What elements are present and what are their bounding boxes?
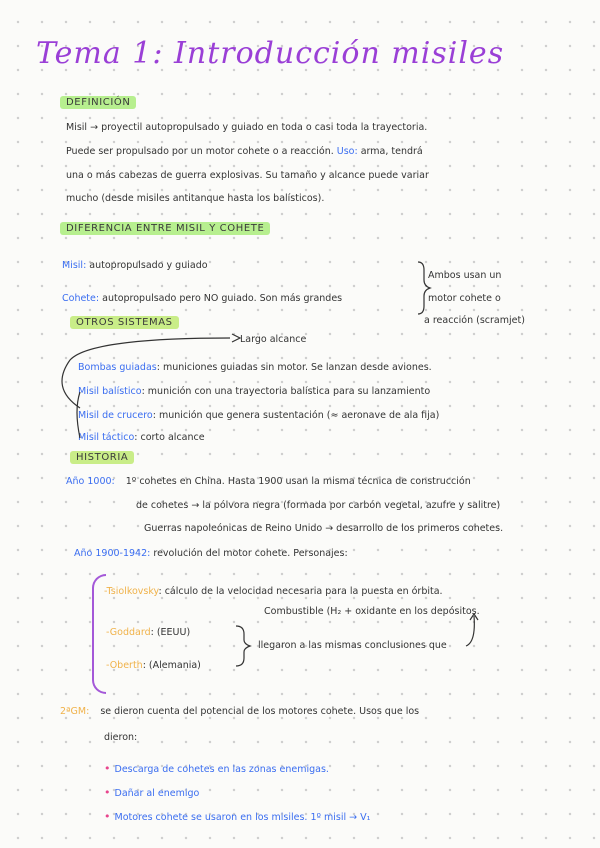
crucero-text: : munición que genera sustentación (≈ aeronave de ala fija)	[152, 410, 440, 421]
definicion-uso-label: Uso:	[336, 146, 358, 157]
segm-bullet-3-text: Motores cohete se usaron en los misiles. 1º misil → V₁	[114, 812, 371, 823]
combustible-note: Combustible (H₂ + oxidante en los depósitos.	[264, 606, 480, 617]
conclusiones-arrow-icon	[466, 616, 474, 646]
definicion-line-1: Misil → proyectil autopropulsado y guiado en toda o casi toda la trayectoria.	[66, 122, 428, 133]
ambos-line-1: Ambos usan un	[428, 270, 502, 281]
ambos-brace-icon	[418, 262, 430, 314]
llegaron-note: llegaron a las mismas conclusiones que	[258, 640, 447, 651]
definicion-heading: DEFINICIÓN	[60, 96, 136, 109]
otros-heading: OTROS SISTEMAS	[70, 316, 179, 329]
crucero-label: Misil de crucero	[78, 410, 153, 421]
goddard-label: -Goddard	[106, 627, 151, 638]
oberth-label: -Oberth	[106, 660, 143, 671]
page-title: Tema 1: Introducción misiles	[36, 36, 505, 71]
ano1000-line-2: de cohetes → la pólvora negra (formada por carbón vegetal, azufre y salitre)	[136, 500, 501, 511]
balistico-label: Misil balístico	[78, 386, 142, 397]
goddard-text: : (EEUU)	[150, 627, 191, 638]
tsiolkovsky-label: -Tsiolkovsky	[104, 586, 159, 597]
misil-label: Misil:	[62, 260, 87, 271]
definicion-line-3: una o más cabezas de guerra explosivas. Su tamaño y alcance puede variar	[66, 170, 429, 181]
tactico-text: : corto alcance	[134, 432, 205, 443]
ano1000-text-1: cohetes en China. Hasta 1900 usan la misma técnica de construcción	[139, 476, 471, 487]
segm-label: 2ªGM:	[60, 706, 90, 717]
largo-alcance-label: Largo alcance	[240, 334, 307, 345]
balistico-text: : munición con una trayectoria balística para su lanzamiento	[141, 386, 431, 397]
diferencia-heading: DIFERENCIA ENTRE MISIL Y COHETE	[60, 222, 270, 235]
sistemas-bracket-icon	[77, 392, 80, 438]
definicion-line-4: mucho (desde misiles antitanque hasta los balísticos).	[66, 193, 325, 204]
cohete-text: autopropulsado pero NO guiado. Son más grandes	[102, 293, 343, 304]
segm-bullet-2-text: Dañar al enemigo	[114, 788, 200, 799]
largo-alcance-arrow-icon	[62, 338, 230, 408]
ambos-line-3: a reacción (scramjet)	[424, 315, 525, 326]
ambos-line-2: motor cohete o	[428, 293, 501, 304]
segm-text-1: se dieron cuenta del potencial de los motores cohete. Usos que los	[100, 706, 420, 717]
bombas-text: : municiones guiadas sin motor. Se lanzan desde aviones.	[156, 362, 432, 373]
ano1000-line-3: Guerras napoleónicas de Reino Unido → desarrollo de los primeros cohetes.	[144, 523, 504, 534]
definicion-line-2c: arma, tendrá	[360, 146, 423, 157]
misil-text: autopropulsado y guiado	[89, 260, 208, 271]
goddard-oberth-brace-icon	[236, 626, 250, 666]
ano1000-label: Año 1000:	[66, 476, 115, 487]
definicion-line-2a: Puede ser propulsado por un motor cohete o a reacción.	[66, 146, 334, 157]
ano1900-label: Año 1900-1942:	[74, 548, 151, 559]
segm-bullet-1-text: Descarga de cohetes en las zonas enemigas.	[114, 764, 329, 775]
bullet-dot-icon: •	[104, 810, 111, 823]
cohete-label: Cohete:	[62, 293, 100, 304]
ano1000-ordinal: 1º	[125, 476, 137, 487]
segm-text-2: dieron:	[104, 732, 138, 743]
tactico-label: Misil táctico	[78, 432, 135, 443]
ano1900-text: revolución del motor cohete. Personajes:	[153, 548, 348, 559]
tsiolkovsky-text: : cálculo de la velocidad necesaria para la puesta en órbita.	[158, 586, 443, 597]
oberth-text: : (Alemania)	[142, 660, 201, 671]
bullet-dot-icon: •	[104, 786, 111, 799]
historia-heading: HISTORIA	[70, 451, 134, 464]
bombas-label: Bombas guiadas	[78, 362, 157, 373]
bullet-dot-icon: •	[104, 762, 111, 775]
